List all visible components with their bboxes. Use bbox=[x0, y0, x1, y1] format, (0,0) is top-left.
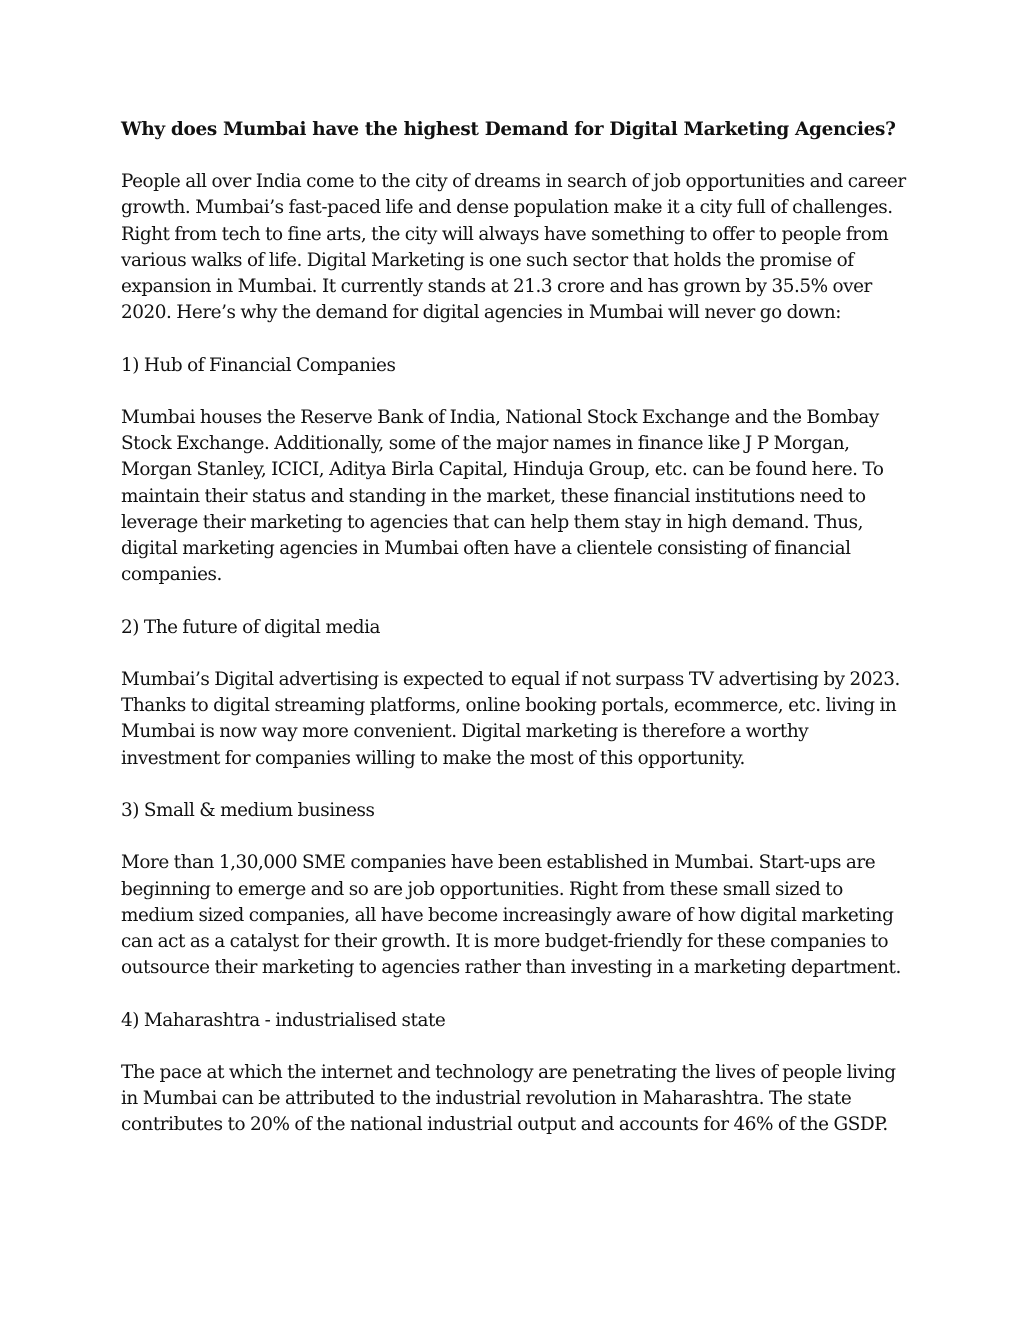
section-heading-small-medium-business: 3) Small & medium business bbox=[121, 800, 375, 821]
section-body-financial-hub: Mumbai houses the Reserve Bank of India, National Stock Exchange and the Bombay Stock Exchange. Additionally, some of the major names in finance like J P Morgan, Morgan Stanley, ICICI, Aditya Birla Capital, Hinduja Group, etc. can be found here. To maintain their status and standing in the market, these financial institutions need to leverage their marketing to agencies that can help them stay in high demand. Thus, digital marketing agencies in Mumbai often have a clientele consisting of financial companies. bbox=[121, 407, 884, 586]
section-body-small-medium-business: More than 1,30,000 SME companies have been established in Mumbai. Start-ups are beginning to emerge and so are job opportunities. Right from these small sized to medium sized companies, all have become increasingly aware of how digital marketing can act as a catalyst for their growth. It is more budget-friendly for these companies to outsource their marketing to agencies rather than investing in a marketing department. bbox=[121, 852, 901, 979]
section-body-industrialised-state: The pace at which the internet and technology are penetrating the lives of people living in Mumbai can be attributed to the industrial revolution in Maharashtra. The state contributes to 20% of the national industrial output and accounts for 46% of the GSDP. bbox=[121, 1061, 896, 1136]
section-heading-industrialised-state: 4) Maharashtra - industrialised state bbox=[121, 1009, 446, 1031]
section-body-digital-media: Mumbai’s Digital advertising is expected to equal if not surpass TV advertising by 2023. Thanks to digital streaming platforms, online booking portals, ecommerce, etc. living in Mumbai is now way more convenient. Digital marketing is therefore a worthy investment for companies willing to make the most of this opportunity. bbox=[121, 669, 900, 769]
section-heading-financial-hub: 1) Hub of Financial Companies bbox=[121, 354, 396, 376]
page-title: Why does Mumbai have the highest Demand for Digital Marketing Agencies? bbox=[121, 119, 896, 140]
intro-paragraph: People all over India come to the city of dreams in search of job opportunities and career growth. Mumbai’s fast-paced life and dense population make it a city full of challenges. Right from tech to fine arts, the city will always have something to offer to people from various walks of life. Digital Marketing is one such sector that holds the promise of expansion in Mumbai. It currently stands at 21.3 crore and has grown by 35.5% over 2020. Here’s why the demand for digital agencies in Mumbai will never go down: bbox=[121, 171, 906, 324]
document-body bbox=[121, 117, 911, 1165]
section-heading-digital-media: 2) The future of digital media bbox=[121, 616, 381, 638]
